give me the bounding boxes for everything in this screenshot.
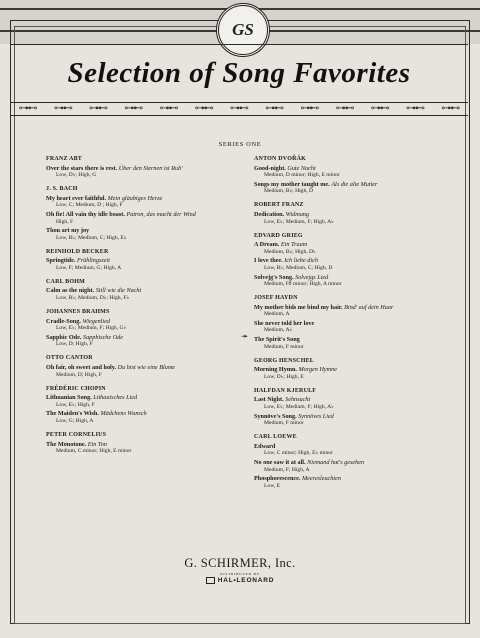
song-title: Lithuanian Song.: [46, 394, 92, 402]
right-column: [254, 156, 454, 497]
song-keys: Low, E♭; Medium, F; High, A♭: [264, 218, 334, 225]
song-keys: Low, B♭; Medium, C; High, D: [264, 264, 333, 271]
composer-block: [46, 386, 246, 426]
composer-block: [46, 279, 246, 303]
song-keys: Medium, B♭; High, D: [264, 188, 314, 195]
song-entry: [46, 364, 246, 372]
composer-name: ROBERT FRANZ: [254, 202, 304, 209]
original-title: Lithauisches Lied: [93, 394, 138, 402]
song-title: Solvejg's Song.: [254, 273, 294, 281]
song-entry: [254, 336, 454, 344]
song-entry: [46, 287, 246, 295]
song-entry: [46, 211, 246, 219]
song-entry: [254, 165, 454, 173]
composer-name: EDVARD GRIEG: [254, 232, 303, 239]
ornament-icon: ⊶⊷: [370, 102, 389, 114]
composer-block: [254, 388, 454, 428]
composer-block: [46, 186, 246, 242]
song-entry: [254, 366, 454, 374]
composer-block: [254, 233, 454, 289]
song-keys: Low, C minor; High, E♭ minor: [264, 450, 333, 457]
song-keys: Medium, A: [264, 311, 290, 318]
song-title: Last Night.: [254, 396, 284, 404]
song-keys: Low, E♭; Medium, F; High, A♭: [264, 403, 334, 410]
ornament-icon: ⊶⊷: [159, 102, 178, 114]
composer-block: [46, 432, 246, 456]
song-keys: Medium, D minor; High, E minor: [264, 172, 340, 179]
original-title: Ich liebe dich: [284, 257, 318, 265]
song-entry: [254, 443, 454, 451]
ornament-icon: ⊶⊷: [406, 102, 425, 114]
song-entry: [46, 165, 246, 173]
original-title: Solvejgs Lied: [295, 273, 329, 281]
song-entry: [254, 413, 454, 421]
original-title: Patron, das macht der Wind: [126, 210, 196, 218]
original-title: Gute Nacht: [287, 164, 316, 172]
original-title: Ein Traum: [280, 241, 308, 249]
original-title: Mein gläubiges Herze: [107, 194, 163, 202]
song-keys: Medium, C minor; High, E minor: [56, 448, 132, 455]
song-keys: Medium, B♭; High, D♭: [264, 248, 316, 255]
composer-name: CARL BOHM: [46, 278, 85, 285]
original-title: Morgen Hymne: [298, 366, 337, 374]
song-title: Dedication.: [254, 210, 285, 218]
song-keys: Low, F; Medium, G; High, A: [56, 264, 122, 271]
composer-block: [46, 309, 246, 349]
ornament-icon: ⊶⊷: [124, 102, 143, 114]
song-title: Sapphic Ode.: [46, 333, 82, 341]
song-title: Over the stars there is rest.: [46, 164, 118, 172]
song-title: The Spirit's Song: [254, 336, 300, 344]
song-entry: [46, 195, 246, 203]
song-keys: Low, B♭; Medium, D♭; High, F♭: [56, 295, 130, 302]
composer-name: REINHOLD BECKER: [46, 248, 109, 255]
song-keys: Low, E: [264, 482, 281, 489]
original-title: Sehnsucht: [285, 396, 311, 404]
composer-name: JOSEF HAYDN: [254, 295, 298, 302]
song-entry: [254, 274, 454, 282]
ornament-icon: ⊶⊷: [89, 102, 108, 114]
original-title: Frühlingszeit: [76, 257, 110, 265]
song-entry: [254, 181, 454, 189]
song-title: Good-night.: [254, 164, 286, 172]
original-title: Sapphische Ode: [82, 333, 124, 341]
composer-block: [254, 295, 454, 351]
song-title: Cradle-Song.: [46, 317, 81, 325]
composer-block: [254, 156, 454, 196]
song-keys: Low, D♭; High, E: [264, 373, 304, 380]
original-title: Ein Ton: [87, 440, 107, 448]
song-keys: Low, D♭; High, G: [56, 172, 97, 179]
ornament-icon: ⊶⊷: [441, 102, 460, 114]
original-title: Synnöves Lied: [298, 412, 334, 420]
song-entry: [254, 304, 454, 312]
song-entry: [254, 475, 454, 483]
distributor-logo: [0, 577, 480, 584]
song-entry: [254, 396, 454, 404]
song-entry: [46, 318, 246, 326]
song-keys: Low, E♭; High, F: [56, 401, 95, 408]
song-entry: [46, 227, 246, 235]
composer-block: [254, 434, 454, 490]
original-title: Als die alte Mutter: [331, 180, 378, 188]
song-title: Calm as the night.: [46, 287, 95, 295]
ornament-icon: ⊶⊷: [265, 102, 284, 114]
composer-name: OTTO CANTOR: [46, 355, 93, 362]
song-title: No one saw it at all.: [254, 458, 306, 466]
composer-name: J. S. BACH: [46, 186, 78, 193]
ornament-icon: ⊶⊷: [18, 102, 37, 114]
song-keys: Medium, D; High, F: [56, 371, 102, 378]
song-keys: Medium, A♭: [264, 327, 293, 334]
composer-name: GEORG HENSCHEL: [254, 357, 314, 364]
distributor-label: DISTRIBUTED BY: [220, 572, 260, 576]
song-entry: [46, 441, 246, 449]
song-title: My mother bids me bind my hair.: [254, 303, 343, 311]
song-keys: Medium, F minor: [264, 343, 304, 350]
ornament-icon: ⊶⊷: [229, 102, 248, 114]
song-entry: [254, 211, 454, 219]
song-title: The Monotone.: [46, 440, 87, 448]
song-title: I love thee.: [254, 257, 283, 265]
song-keys: Low, G; High, A: [56, 417, 94, 424]
song-title: Thou art my joy: [46, 227, 90, 235]
original-title: Widmung: [285, 210, 309, 218]
composer-block: [254, 358, 454, 382]
composer-name: FRÉDÉRIC CHOPIN: [46, 385, 106, 392]
series-heading: SERIES ONE: [218, 141, 262, 148]
original-title: Wiegenlied: [82, 317, 110, 325]
ornament-icon: ⊶⊷: [335, 102, 354, 114]
publisher: G. SCHIRMER, Inc.: [184, 556, 296, 570]
composer-name: HALFDAN KJERULF: [254, 387, 317, 394]
song-title: Synnöve's Song.: [254, 412, 297, 420]
song-title: My heart ever faithful.: [46, 194, 107, 202]
song-keys: Low, B♭; Medium, C; High, E♭: [56, 234, 127, 241]
song-title: Oh fie! All vain thy idle boast.: [46, 210, 125, 218]
song-title: Oh fair, oh sweet and holy.: [46, 364, 117, 372]
original-title: Über den Sternen ist Ruh': [118, 164, 183, 172]
song-keys: Low, E♭; Medium, F; High, G♭: [56, 325, 127, 332]
song-title: Springtide.: [46, 257, 76, 265]
original-title: Mädchens Wunsch: [100, 410, 147, 418]
song-entry: [46, 257, 246, 265]
song-keys: Low, D; High, F: [56, 341, 93, 348]
song-entry: [46, 334, 246, 342]
song-title: She never told her love: [254, 319, 315, 327]
distributor-name: HAL•LEONARD: [217, 577, 275, 585]
original-title: Bind' auf dein Haar: [344, 303, 394, 311]
song-entry: [46, 394, 246, 402]
composer-name: ANTON DVOŘÁK: [254, 156, 307, 162]
original-title: Du bist wie eine Blume: [117, 364, 176, 372]
ornament-icon: ⊶⊷: [300, 102, 319, 114]
composer-name: FRANZ ABT: [46, 156, 82, 162]
song-title: Songs my mother taught me.: [254, 180, 330, 188]
ornament-icon: ⊶⊷: [194, 102, 213, 114]
song-keys: Low, C; Medium, D ; High, F: [56, 202, 123, 209]
original-title: Niemand hat's gesehen: [307, 458, 365, 466]
song-entry: [254, 320, 454, 328]
ornament-icon: ⊶⊷: [53, 102, 72, 114]
song-entry: [254, 241, 454, 249]
pen-arrow-icon: ➛: [241, 331, 249, 341]
composer-name: JOHANNES BRAHMS: [46, 309, 110, 316]
title-box: [10, 44, 468, 103]
song-keys: Medium, F; High, A: [264, 466, 310, 473]
composer-block: [254, 202, 454, 226]
composer-block: [46, 249, 246, 273]
ornament-row: [10, 101, 468, 116]
song-keys: Medium, F♯ minor; High, A minor: [264, 281, 342, 288]
song-title: The Maiden's Wish.: [46, 410, 99, 418]
composer-block: [46, 355, 246, 379]
composer-block: [46, 156, 246, 180]
monogram: GS: [232, 20, 254, 39]
song-keys: High, F: [56, 218, 74, 225]
song-title: A Dream.: [254, 241, 280, 249]
hal-leonard-icon: [206, 577, 215, 584]
song-title: Edward: [254, 442, 276, 450]
song-title: Phosphorescence.: [254, 475, 301, 483]
song-title: Morning Hymn.: [254, 366, 297, 374]
composer-name: CARL LOEWE: [254, 434, 297, 441]
composer-name: PETER CORNELIUS: [46, 431, 107, 438]
song-keys: Medium, F minor: [264, 420, 304, 427]
song-entry: [254, 459, 454, 467]
song-entry: [254, 257, 454, 265]
original-title: Meeresleuchten: [302, 475, 341, 483]
original-title: Still wie die Nacht: [95, 287, 142, 295]
left-column: [46, 156, 246, 462]
page-title: Selection of Song Favorites: [67, 57, 411, 89]
song-entry: [46, 410, 246, 418]
